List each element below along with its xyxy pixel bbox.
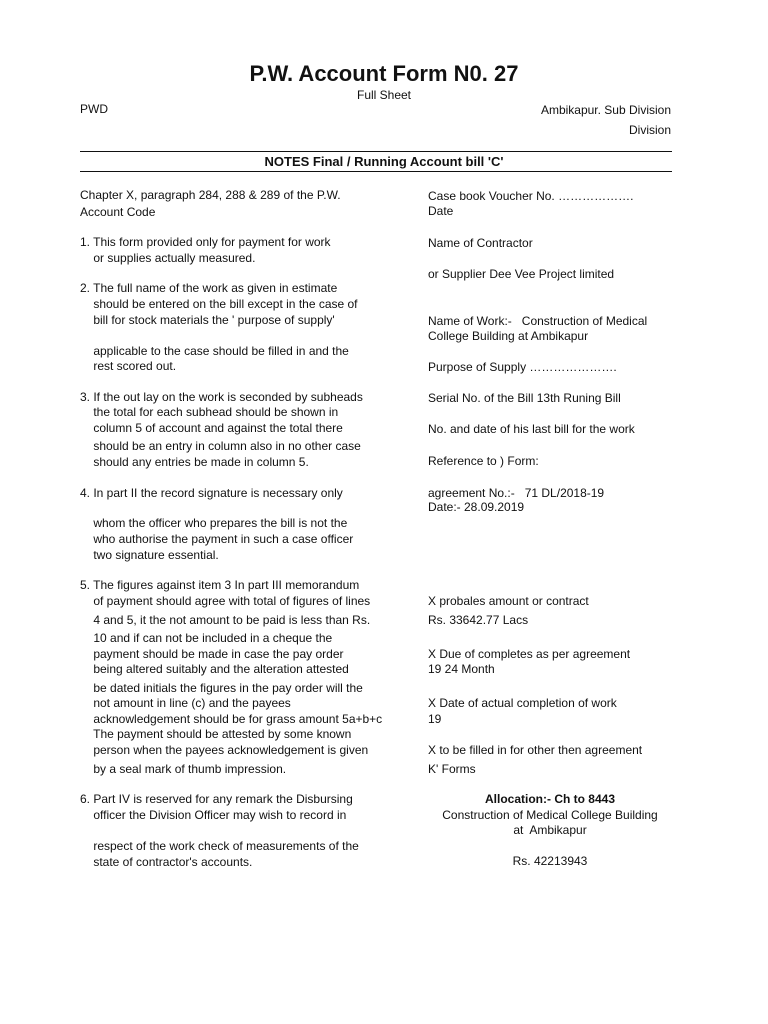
- allocation-amount: Rs. 42213943: [512, 854, 588, 868]
- note-line: column 5 of account and against the total there: [80, 421, 343, 435]
- allocation-heading: Allocation:- Ch to 8443: [484, 792, 615, 806]
- note-line: 4. In part II the record signature is necessary only: [80, 486, 343, 500]
- note-line: should be entered on the bill except in the case of: [80, 297, 358, 311]
- note-line: be dated initials the figures in the pay order will the: [80, 681, 363, 695]
- note-line: by a seal mark of thumb impression.: [80, 762, 287, 776]
- note-line: 6. Part IV is reserved for any remark the Disbursing: [80, 792, 353, 806]
- note-line: should be an entry in column also in no other case: [80, 439, 361, 453]
- agreement-date-field: Date:- 28.09.2019: [428, 500, 525, 514]
- department-label: PWD: [80, 102, 108, 116]
- note-line: respect of the work check of measurements of the: [80, 839, 359, 853]
- probable-amount-value: Rs. 33642.77 Lacs: [428, 613, 529, 627]
- name-of-work-continued: College Building at Ambikapur: [428, 329, 589, 343]
- note-line: not amount in line (c) and the payees: [80, 696, 291, 710]
- actual-completion-value: 19: [428, 712, 442, 726]
- note-line: or supplies actually measured.: [80, 251, 256, 265]
- supplier-field: or Supplier Dee Vee Project limited: [428, 267, 615, 281]
- note-line: acknowledgement should be for grass amount 5a+b+c: [80, 712, 383, 726]
- notes-heading: NOTES Final / Running Account bill 'C': [264, 154, 504, 169]
- note-line: 2. The full name of the work as given in estimate: [80, 281, 338, 295]
- note-line: payment should be made in case the pay order: [80, 647, 344, 661]
- note-line: 1. This form provided only for payment for work: [80, 235, 331, 249]
- note-line: The payment should be attested by some known: [80, 727, 352, 741]
- note-line: of payment should agree with total of figures of lines: [80, 594, 371, 608]
- serial-number-field: Serial No. of the Bill 13th Runing Bill: [428, 391, 621, 405]
- actual-completion-label: X Date of actual completion of work: [428, 696, 617, 710]
- note-line: state of contractor's accounts.: [80, 855, 253, 869]
- allocation-location-line: at Ambikapur: [513, 823, 587, 837]
- division-label: Division: [628, 123, 671, 137]
- bottom-rule: [80, 171, 672, 172]
- note-line: Account Code: [80, 205, 156, 219]
- note-line: whom the officer who prepares the bill is not the: [80, 516, 348, 530]
- note-line: 3. If the out lay on the work is seconded by subheads: [80, 390, 363, 404]
- agreement-note-label: X to be filled in for other then agreement: [428, 743, 643, 757]
- allocation-work-line: Construction of Medical College Building: [442, 808, 658, 822]
- note-line: should any entries be made in column 5.: [80, 455, 309, 469]
- probable-amount-label: X probales amount or contract: [428, 594, 589, 608]
- note-line: 4 and 5, it the not amount to be paid is less than Rs.: [80, 613, 371, 627]
- top-rule: [80, 151, 672, 152]
- contractor-name-label: Name of Contractor: [428, 236, 533, 250]
- note-line: who authorise the payment in such a case officer: [80, 532, 354, 546]
- form-subtitle: Full Sheet: [356, 88, 412, 102]
- reference-form-field: Reference to ) Form:: [428, 454, 539, 468]
- note-line: bill for stock materials the ' purpose of supply': [80, 313, 335, 327]
- note-line: officer the Division Officer may wish to record in: [80, 808, 347, 822]
- note-line: applicable to the case should be filled in and the: [80, 344, 349, 358]
- note-line: 10 and if can not be included in a cheque the: [80, 631, 333, 645]
- form-title: P.W. Account Form N0. 27: [249, 61, 519, 86]
- note-line: rest scored out.: [80, 359, 177, 373]
- note-line: Chapter X, paragraph 284, 288 & 289 of the P.W.: [80, 188, 341, 202]
- note-line: the total for each subhead should be shown in: [80, 405, 339, 419]
- due-completion-label: X Due of completes as per agreement: [428, 647, 631, 661]
- agreement-number-field: agreement No.:- 71 DL/2018-19: [428, 486, 605, 500]
- last-bill-field: No. and date of his last bill for the work: [428, 422, 635, 436]
- name-of-work-field: Name of Work:- Construction of Medical: [428, 314, 648, 328]
- voucher-number-field: Case book Voucher No. ……………….: [428, 189, 634, 203]
- date-field: Date: [428, 204, 454, 218]
- note-line: two signature essential.: [80, 548, 219, 562]
- note-line: person when the payees acknowledgement is given: [80, 743, 369, 757]
- note-line: 5. The figures against item 3 In part III memorandum: [80, 578, 360, 592]
- note-line: being altered suitably and the alteration attested: [80, 662, 349, 676]
- forms-note: K' Forms: [428, 762, 476, 776]
- due-completion-value: 19 24 Month: [428, 662, 495, 676]
- sub-division-label: Ambikapur. Sub Division: [540, 103, 671, 117]
- purpose-of-supply-field: Purpose of Supply ………………….: [428, 360, 617, 374]
